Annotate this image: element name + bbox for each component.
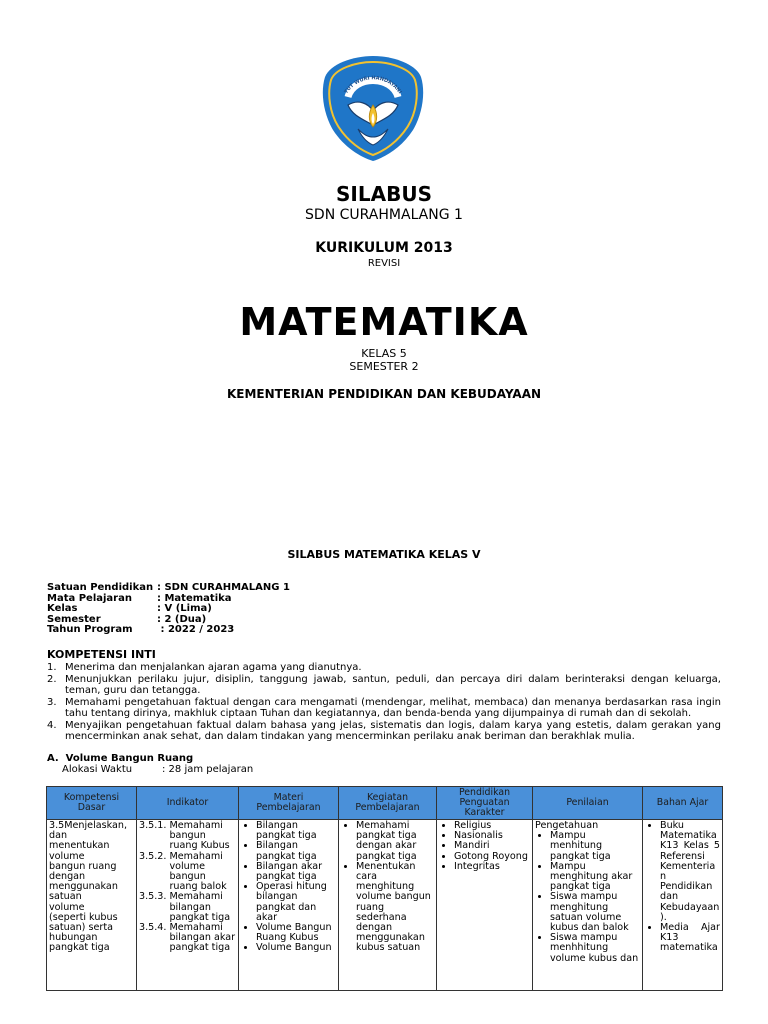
indikator-number: 3.5.3. <box>139 891 167 903</box>
header-kompetensi-dasar: Kompetensi Dasar <box>47 787 137 820</box>
materi-list <box>241 821 336 954</box>
karakter-list <box>439 821 530 872</box>
header-karakter: Pendidikan Penguatan Karakter <box>437 787 533 820</box>
info-label: Kelas <box>47 603 78 614</box>
ki-item <box>47 662 721 674</box>
ki-text: Memahami pengetahuan faktual dengan cara mengamati (mendengar, melihat, membaca) dan menanya berdasarkan rasa ingin tahu tentang dirinya, makhluk ciptaan Tuhan dan kegiatannya, dan benda-benda yang dijumpainya di rumah dan di sekolah. <box>65 696 721 719</box>
ki-number: 4. <box>47 719 57 731</box>
cell-kompetensi-dasar <box>47 820 137 991</box>
info-value: : 2022 / 2023 <box>157 624 235 635</box>
indikator-number: 3.5.4. <box>139 922 167 934</box>
syllabus-table <box>46 786 723 991</box>
svg-text:TUT WURI HANDAYANI: TUT WURI HANDAYANI <box>343 75 403 96</box>
header-bahan-ajar: Bahan Ajar <box>643 787 723 820</box>
header-materi: Materi Pembelajaran <box>239 787 339 820</box>
table-header-row <box>47 787 723 820</box>
ki-list <box>47 662 721 743</box>
indikator-item <box>139 923 236 954</box>
alokasi-label: Alokasi Waktu <box>62 764 133 775</box>
indikator-item <box>139 892 236 923</box>
indikator-text: Memahami volume bangun ruang balok <box>169 850 227 893</box>
kegiatan-item: • Menentukan cara menghitung volume bangun ruang sederhana dengan menggunakan kubus satuan <box>356 862 434 954</box>
karakter-item: • Mandiri <box>454 841 530 851</box>
ki-number: 2. <box>47 673 57 685</box>
cell-materi <box>239 820 339 991</box>
kd-text: 3.5Menjelaskan, dan menentukan volume bangun ruang dengan menggunakan satuan volume (seperti kubus satuan) serta hubungan pangkat tiga <box>49 820 128 954</box>
info-label: Semester <box>47 613 101 625</box>
ki-text: Menyajikan pengetahuan faktual dalam bahasa yang jelas, sistematis dan logis, dalam karya yang estetis, dalam gerakan yang mencerminkan anak sehat, dan dalam tindakan yang mencerminkan perilaku anak beriman dan berakhlak mulia. <box>65 719 721 742</box>
materi-item: • Volume Bangun <box>256 943 336 953</box>
indikator-text: Memahami bilangan pangkat tiga <box>169 891 231 923</box>
indikator-item <box>139 821 236 852</box>
indikator-number: 3.5.1. <box>139 820 167 831</box>
materi-item: • Bilangan pangkat tiga <box>256 821 336 841</box>
info-row <box>47 625 290 636</box>
ki-item <box>47 720 721 743</box>
penilaian-list <box>535 831 640 964</box>
materi-item: • Volume Bangun Ruang Kubus <box>256 923 336 943</box>
indikator-text: Memahami bangun ruang Kubus <box>169 820 230 852</box>
cover-subject: MATEMATIKA <box>239 300 529 344</box>
penilaian-item: • Mampu menghitung akar pangkat tiga <box>550 862 640 893</box>
bahan-list <box>645 821 720 954</box>
ki-number: 3. <box>47 696 57 708</box>
ki-text: Menerima dan menjalankan ajaran agama yang dianutnya. <box>65 662 362 673</box>
kegiatan-item: • Memahami pangkat tiga dengan akar pangkat tiga <box>356 821 434 862</box>
kegiatan-list <box>341 821 434 954</box>
penilaian-item: • Mampu menhitung pangkat tiga <box>550 831 640 862</box>
karakter-item: • Gotong Royong <box>454 852 530 862</box>
indikator-number: 3.5.2. <box>139 850 167 862</box>
info-row <box>47 583 290 594</box>
info-value: : Matematika <box>157 592 232 604</box>
materi-item: • Bilangan akar pangkat tiga <box>256 862 336 882</box>
cover-ministry: KEMENTERIAN PENDIDIKAN DAN KEBUDAYAAN <box>226 387 542 401</box>
info-label: Satuan Pendidikan <box>47 582 154 593</box>
karakter-item: • Religius <box>454 821 530 831</box>
header-indikator: Indikator <box>137 787 239 820</box>
header-penilaian: Penilaian <box>533 787 643 820</box>
alokasi-value: : 28 jam pelajaran <box>162 764 254 775</box>
ki-heading: KOMPETENSI INTI <box>47 648 156 661</box>
info-label: Tahun Program <box>47 624 133 635</box>
info-value: : 2 (Dua) <box>157 613 207 625</box>
info-value: : SDN CURAHMALANG 1 <box>157 582 290 593</box>
cell-indikator <box>137 820 239 991</box>
info-value: : V (Lima) <box>157 603 212 614</box>
cell-karakter <box>437 820 533 991</box>
karakter-item: • Nasionalis <box>454 831 530 841</box>
bahan-item: • Media Ajar K13 matematika <box>660 923 720 954</box>
cover-grade: KELAS 5 <box>361 347 407 360</box>
ki-number: 1. <box>47 662 57 673</box>
cover-revision: REVISI <box>367 258 401 269</box>
section-a-heading: A. Volume Bangun Ruang <box>47 753 194 764</box>
syllabus-title: SILABUS MATEMATIKA KELAS V <box>287 548 481 561</box>
cover-title: SILABUS <box>336 182 432 206</box>
school-info <box>47 583 290 636</box>
ki-item <box>47 697 721 720</box>
alokasi-waktu <box>62 764 253 775</box>
cell-penilaian <box>533 820 643 991</box>
penilaian-item: • Siswa mampu menghitung satuan volume kubus dan balok <box>550 892 640 933</box>
materi-item: • Operasi hitung bilangan pangkat dan akar <box>256 882 336 923</box>
karakter-item: • Integritas <box>454 862 530 872</box>
materi-item: • Bilangan pangkat tiga <box>256 841 336 861</box>
info-row <box>47 604 290 615</box>
ki-item <box>47 674 721 697</box>
tut-wuri-handayani-logo <box>318 53 428 163</box>
table-row <box>47 820 723 991</box>
header-kegiatan: Kegiatan Pembelajaran <box>339 787 437 820</box>
cell-bahan-ajar <box>643 820 723 991</box>
penilaian-heading: Pengetahuan <box>535 820 599 831</box>
cover-curriculum: KURIKULUM 2013 <box>315 240 453 256</box>
cell-kegiatan <box>339 820 437 991</box>
cover-semester: SEMESTER 2 <box>349 360 419 373</box>
indikator-item <box>139 852 236 893</box>
indikator-text: Memahami bilangan akar pangkat tiga <box>169 922 236 954</box>
cover-school: SDN CURAHMALANG 1 <box>305 207 463 223</box>
ki-text: Menunjukkan perilaku jujur, disiplin, tanggung jawab, santun, peduli, dan percaya diri dalam berinteraksi dengan keluarga, teman, guru dan tetangga. <box>65 673 721 696</box>
penilaian-item: • Siswa mampu menhhitung volume kubus dan <box>550 933 640 964</box>
info-label: Mata Pelajaran <box>47 592 132 604</box>
bahan-item: • Buku Matematika K13 Kelas 5 Referensi Kementeria n Pendidikan dan Kebudayaan ). <box>660 821 720 923</box>
